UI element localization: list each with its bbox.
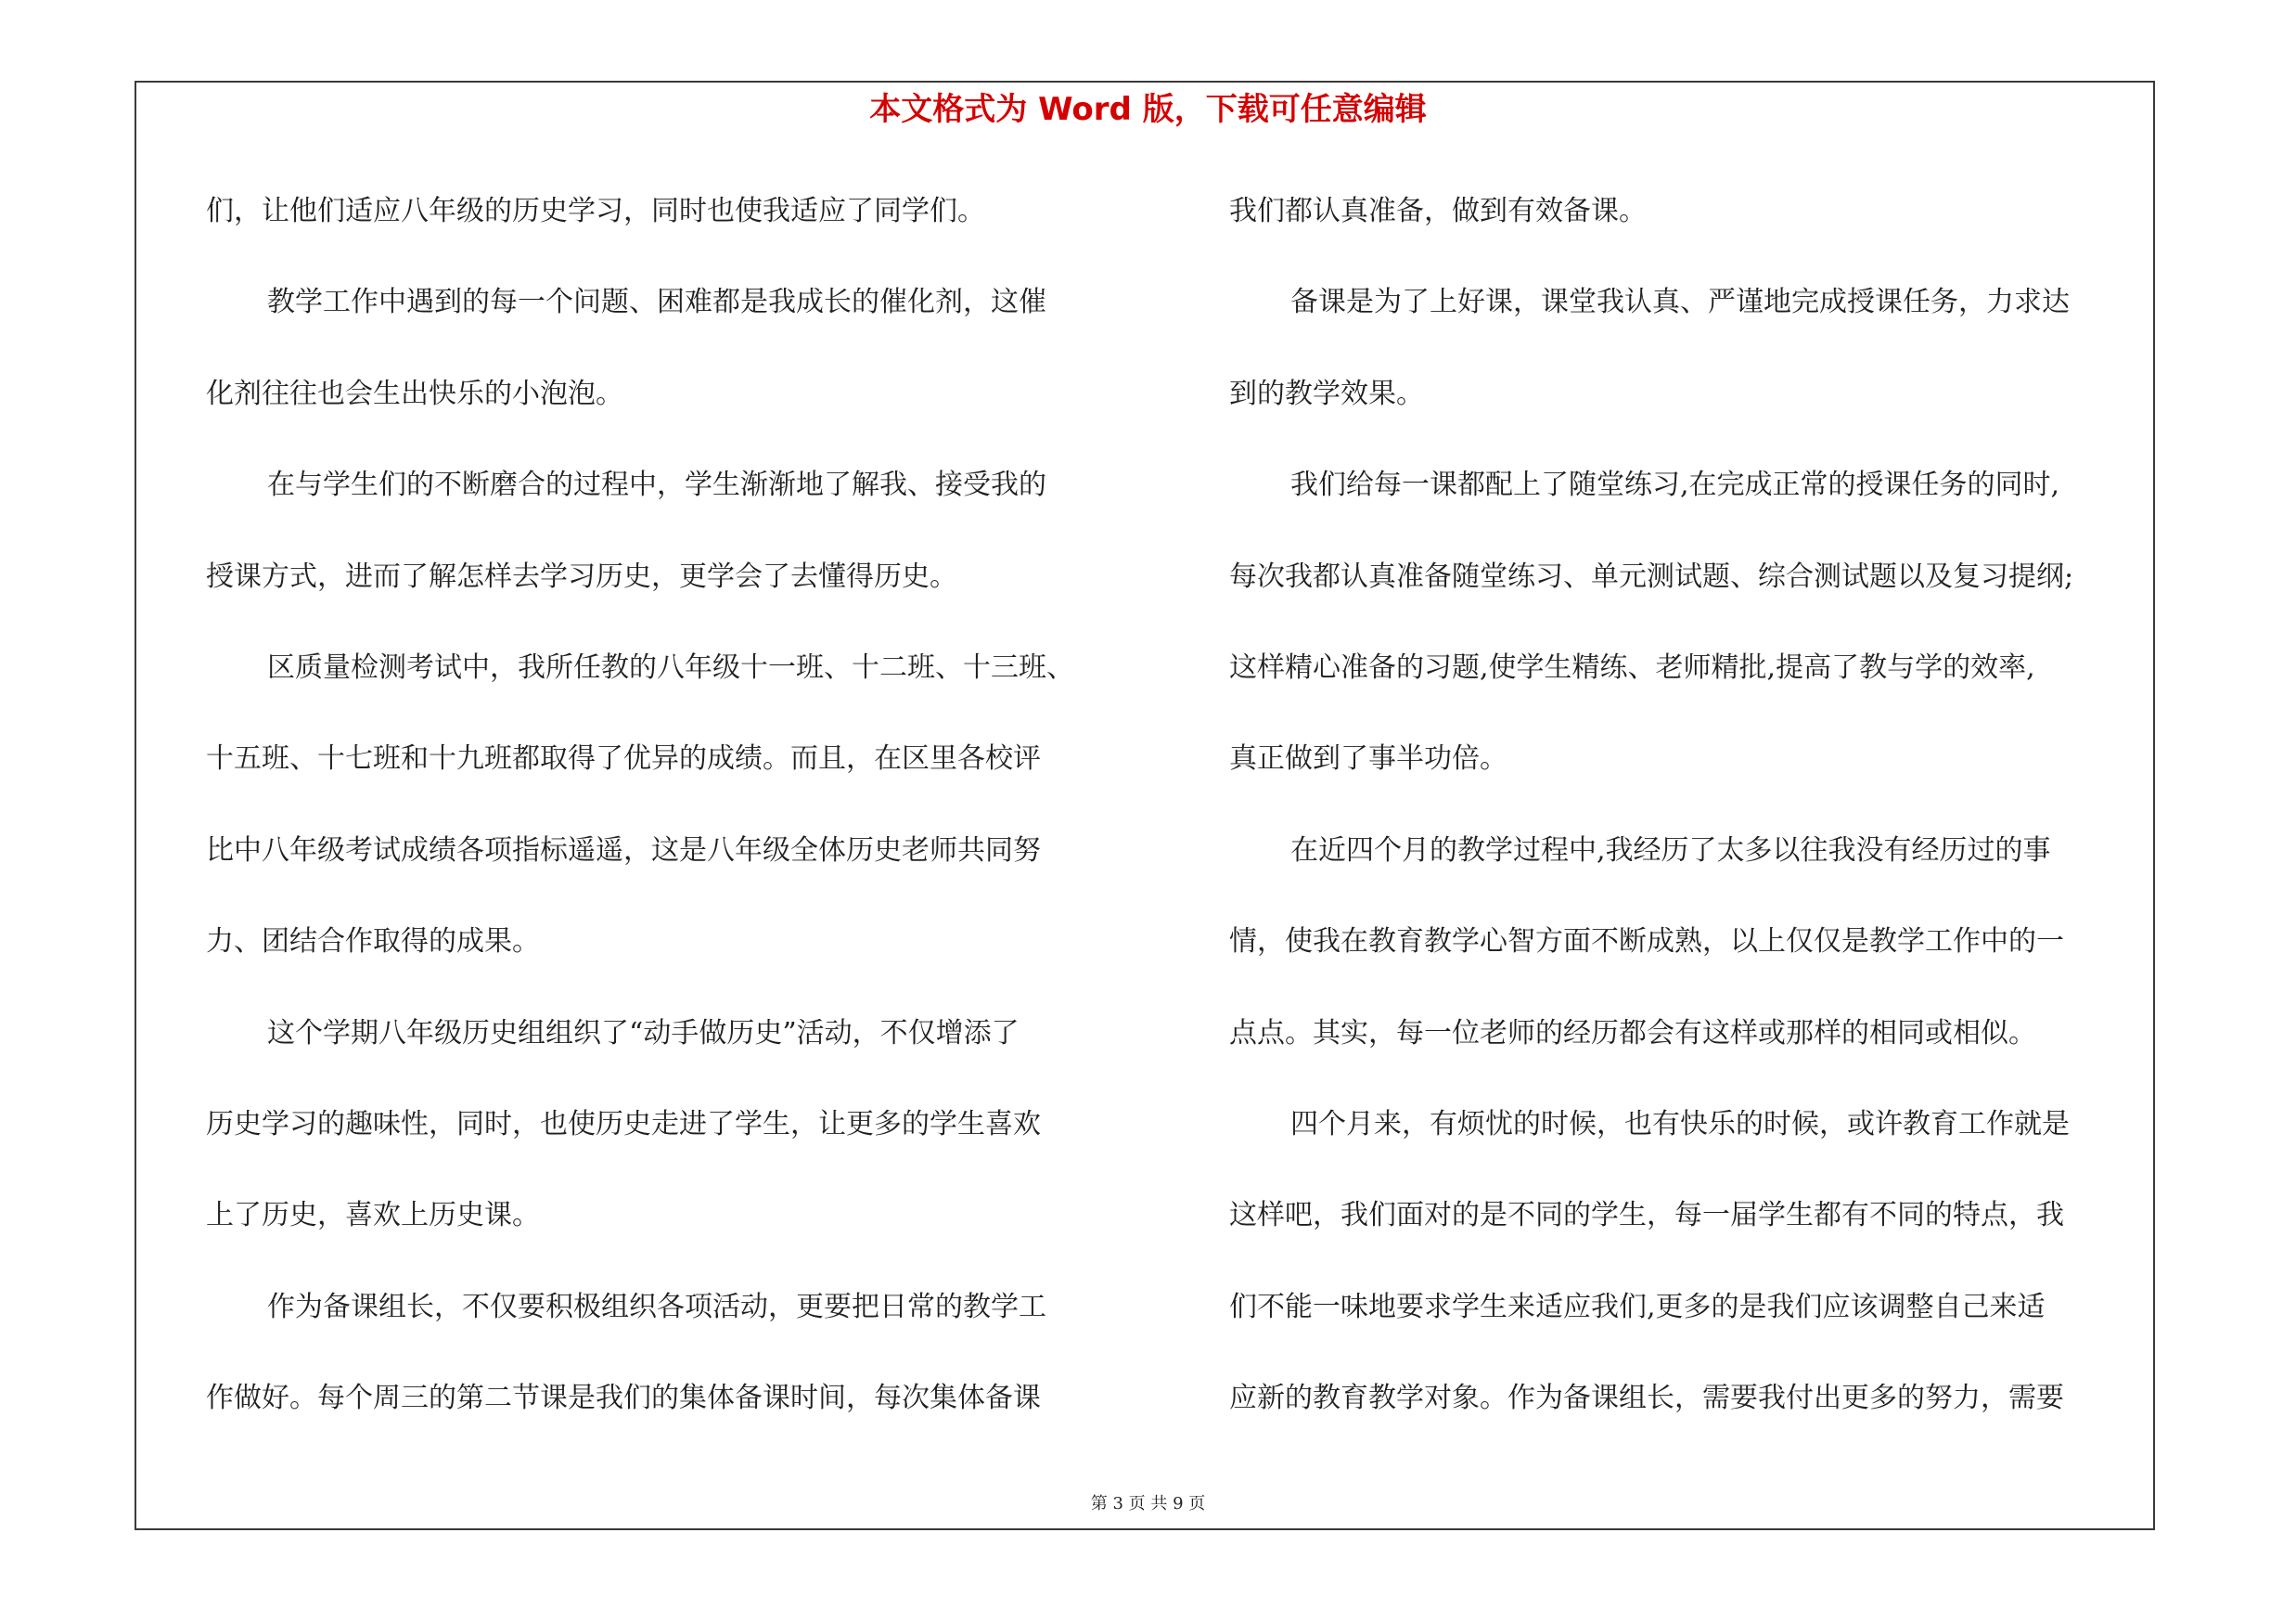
- word-format-banner: 本文格式为 Word 版，下载可任意编辑: [869, 91, 1427, 128]
- text-line: 备课是为了上好课，课堂我认真、严谨地完成授课任务，力求达: [1290, 286, 2070, 319]
- text-line: 真正做到了事半功倍。: [1229, 742, 1507, 776]
- text-line: 这样吧，我们面对的是不同的学生，每一届学生都有不同的特点，我: [1229, 1199, 2064, 1232]
- text-line: 作做好。每个周三的第二节课是我们的集体备课时间，每次集体备课: [206, 1382, 1041, 1415]
- text-line: 教学工作中遇到的每一个问题、困难都是我成长的催化剂，这催: [267, 286, 1046, 319]
- text-line: 授课方式，进而了解怎样去学习历史，更学会了去懂得历史。: [206, 560, 957, 593]
- text-line: 区质量检测考试中，我所任教的八年级十一班、十二班、十三班、: [267, 651, 1074, 684]
- text-line: 在近四个月的教学过程中,我经历了太多以往我没有经历过的事: [1290, 833, 2051, 867]
- text-line: 这样精心准备的习题,使学生精练、老师精批,提高了教与学的效率,: [1229, 651, 2035, 684]
- text-line: 情，使我在教育教学心智方面不断成熟，以上仅仅是教学工作中的一: [1229, 925, 2064, 959]
- text-line: 力、团结合作取得的成果。: [206, 925, 540, 959]
- text-line: 作为备课组长，不仅要积极组织各项活动，更要把日常的教学工: [267, 1290, 1046, 1323]
- text-line: 十五班、十七班和十九班都取得了优异的成绩。而且，在区里各校评: [206, 742, 1041, 776]
- text-line: 比中八年级考试成绩各项指标遥遥，这是八年级全体历史老师共同努: [206, 833, 1041, 867]
- page-number-footer: 第 3 页 共 9 页: [1090, 1494, 1206, 1514]
- text-line: 我们都认真准备，做到有效备课。: [1229, 195, 1647, 227]
- text-line: 这个学期八年级历史组组织了“动手做历史”活动，不仅增添了: [267, 1016, 1020, 1050]
- text-line: 历史学习的趣味性，同时，也使历史走进了学生，让更多的学生喜欢: [206, 1108, 1041, 1140]
- text-line: 们，让他们适应八年级的历史学习，同时也使我适应了同学们。: [206, 195, 985, 227]
- text-line: 上了历史，喜欢上历史课。: [206, 1199, 540, 1232]
- text-line: 在与学生们的不断磨合的过程中，学生渐渐地了解我、接受我的: [267, 469, 1046, 502]
- text-line: 每次我都认真准备随堂练习、单元测试题、综合测试题以及复习提纲;: [1229, 560, 2074, 593]
- text-line: 到的教学效果。: [1229, 377, 1424, 410]
- text-line: 应新的教育教学对象。作为备课组长，需要我付出更多的努力，需要: [1229, 1382, 2064, 1415]
- text-line: 们不能一味地要求学生来适应我们,更多的是我们应该调整自己来适: [1229, 1290, 2046, 1323]
- text-line: 四个月来，有烦忧的时候，也有快乐的时候，或许教育工作就是: [1290, 1108, 2070, 1140]
- text-line: 化剂往往也会生出快乐的小泡泡。: [206, 377, 623, 410]
- text-line: 点点。其实，每一位老师的经历都会有这样或那样的相同或相似。: [1229, 1016, 2036, 1050]
- text-line: 我们给每一课都配上了随堂练习,在完成正常的授课任务的同时,: [1290, 469, 2060, 502]
